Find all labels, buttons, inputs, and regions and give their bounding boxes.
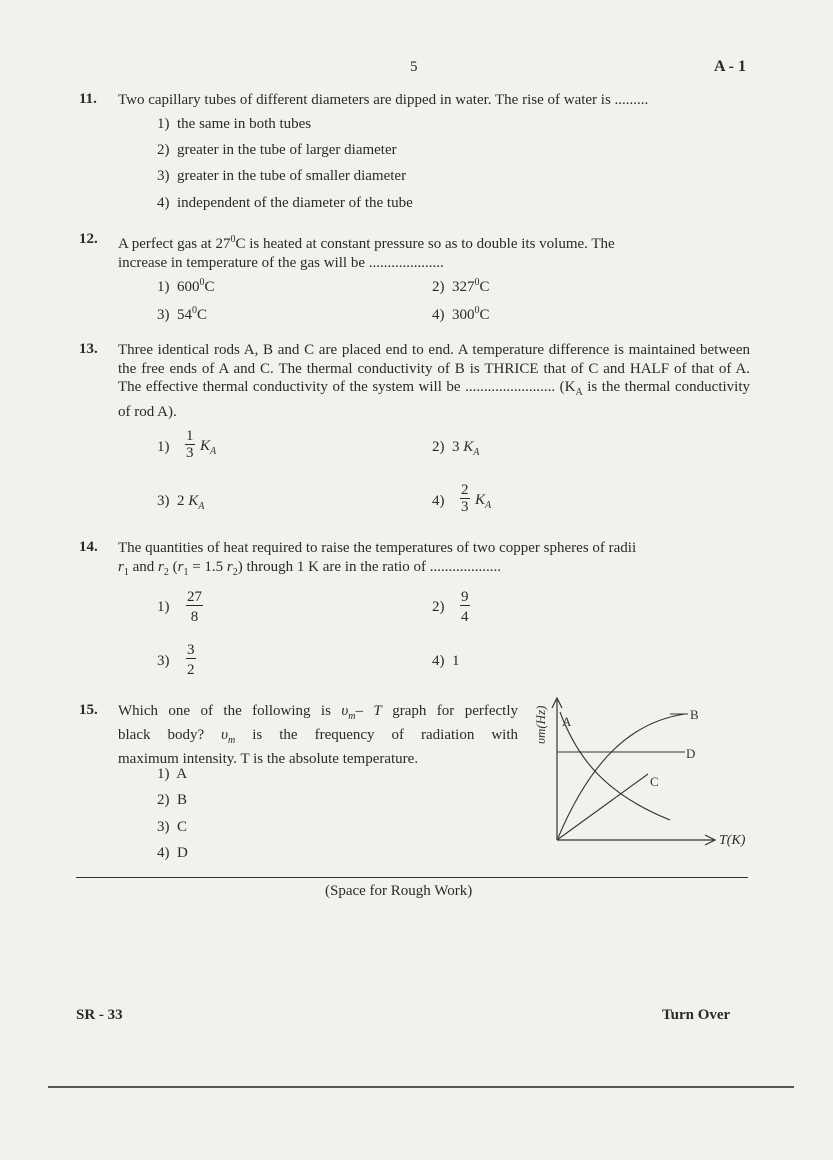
q15-option-3: 3) C	[157, 819, 188, 835]
q14-option-3-label: 3)	[157, 653, 170, 669]
curve-a	[560, 712, 670, 820]
rough-work-divider	[76, 877, 748, 878]
question-text-13: Three identical rods A, B and C are placed end to end. A temperature difference is maintained between the free ends of A and C. The thermal conductivity of B is THRICE that of C and HALF of that of A. The effective thermal conductivity of the system will be ........................ ($K_A$ is the thermal conductivity of rod A).	[118, 342, 750, 420]
q11-option-1: 1) the same in both tubes	[157, 116, 312, 132]
y-axis-label: υm(Hz)	[533, 705, 548, 744]
q12-option-3: 3) $54^0C$	[157, 305, 208, 323]
q13-option-4-k: $K_A$	[475, 492, 492, 511]
q12-option-1: 1) $600^0C$	[157, 277, 215, 295]
curve-d-label: D	[686, 746, 696, 761]
q15-option-2: 2) B	[157, 792, 188, 808]
q11-option-4: 4) independent of the diameter of the tube	[157, 195, 413, 211]
q14-option-3-fraction: $\frac{3}{2}$	[187, 642, 195, 678]
question-number-11: 11.	[79, 91, 97, 107]
q13-option-3: 3) 2 $K_A$	[157, 493, 205, 512]
footer-code: SR - 33	[76, 1007, 123, 1023]
q15-option-1: 1) A	[157, 766, 188, 782]
rough-work-label: (Space for Rough Work)	[325, 883, 473, 899]
question-text-15: Which one of the following is $\upsilon_m-$ T graph for perfectly black body? $\upsilon_m$ is the frequency of radiation with maximum intensity. T is the absolute temperature.	[118, 703, 519, 767]
q13-option-4-fraction: $\frac{2}{3}$	[461, 482, 469, 515]
q13-option-2: 2) 3 $K_A$	[432, 439, 480, 458]
question-number-15: 15.	[79, 702, 98, 718]
page-number: 5	[410, 59, 418, 75]
question-text-12: A perfect gas at $27^0C$ is heated at constant pressure so as to double its volume. The increase in temperature of the gas will be ....................	[118, 234, 615, 271]
q15-option-4: 4) D	[157, 845, 188, 861]
curve-c	[557, 774, 648, 840]
q11-option-3: 3) greater in the tube of smaller diameter	[157, 168, 407, 184]
q14-option-1-fraction: $\frac{27}{8}$	[187, 589, 202, 625]
q14-option-1-label: 1)	[157, 599, 170, 615]
x-axis-label: T(K)	[719, 833, 746, 848]
q11-option-2: 2) greater in the tube of larger diameter	[157, 142, 397, 158]
question-text-14: The quantities of heat required to raise the temperatures of two copper spheres of radii $r_1$ and $r_2$ ($r_1 = 1.5$ $r_2$) through 1 K are in the ratio of ...................	[118, 540, 637, 578]
vm-t-graph	[520, 692, 760, 852]
q13-option-1-k: $K_A$	[200, 438, 217, 457]
q14-option-2-label: 2)	[432, 599, 445, 615]
q13-option-1-fraction: $\frac{1}{3}$	[186, 428, 194, 461]
paper-code: A - 1	[714, 58, 746, 75]
q14-option-4: 4) 1	[432, 653, 460, 669]
curve-a-label: A	[562, 714, 572, 729]
curve-c-label: C	[650, 774, 659, 789]
q12-option-4: 4) $300^0C$	[432, 305, 490, 323]
q14-option-2-fraction: $\frac{9}{4}$	[461, 589, 469, 625]
turn-over: Turn Over	[662, 1007, 731, 1023]
question-number-14: 14.	[79, 539, 98, 555]
q13-option-4-label: 4)	[432, 493, 445, 509]
curve-b	[558, 714, 685, 838]
page-bottom-edge	[48, 1086, 794, 1088]
question-text-11: Two capillary tubes of different diameters are dipped in water. The rise of water is .........	[118, 92, 649, 108]
question-number-13: 13.	[79, 341, 98, 357]
question-number-12: 12.	[79, 231, 98, 247]
q13-option-1-label: 1)	[157, 439, 170, 455]
q12-option-2: 2) $327^0C$	[432, 277, 490, 295]
curve-b-label: B	[690, 707, 699, 722]
